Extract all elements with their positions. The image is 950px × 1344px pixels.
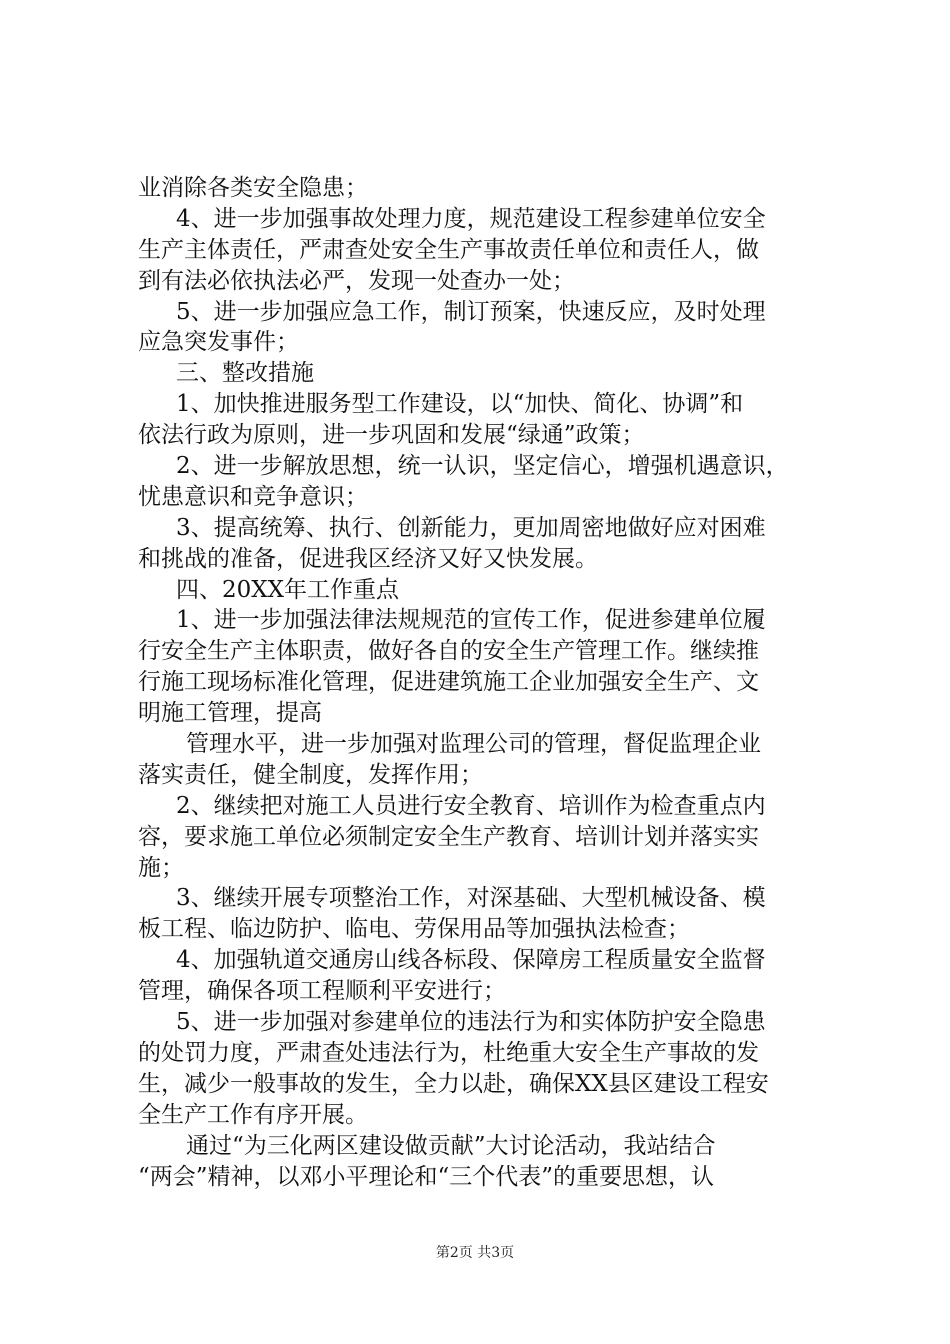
- text-line: 的处罚力度，严肃查处违法行为，杜绝重大安全生产事故的发: [138, 1039, 759, 1066]
- text-line: 1、加快推进服务型工作建设，以“加快、简化、协调”和: [176, 391, 744, 418]
- text-line: 4、进一步加强事故处理力度，规范建设工程参建单位安全: [176, 205, 766, 232]
- text-line: 明施工管理，提高: [138, 700, 322, 727]
- text-line: 3、提高统筹、执行、创新能力，更加周密地做好应对困难: [176, 514, 766, 541]
- page-footer: 第2页 共3页: [435, 1245, 515, 1261]
- text-line: 容，要求施工单位必须制定安全生产教育、培训计划并落实实: [138, 823, 759, 850]
- text-line: 2、进一步解放思想，统一认识，坚定信心，增强机遇意识，: [176, 453, 789, 480]
- text-line: “两会”精神，以邓小平理论和“三个代表”的重要思想，认: [138, 1163, 715, 1190]
- text-line: 3、继续开展专项整治工作，对深基础、大型机械设备、模: [176, 885, 766, 912]
- text-line: 忧患意识和竞争意识；: [138, 483, 368, 510]
- text-line: 板工程、临边防护、临电、劳保用品等加强执法检查；: [138, 916, 690, 943]
- text-line: 2、继续把对施工人员进行安全教育、培训作为检查重点内: [176, 792, 766, 819]
- text-line: 应急突发事件；: [138, 329, 299, 356]
- document-body: [138, 173, 838, 1192]
- text-line: 5、进一步加强应急工作，制订预案，快速反应，及时处理: [176, 298, 766, 325]
- text-line: 落实责任，健全制度，发挥作用；: [138, 761, 483, 788]
- text-line: 行安全生产主体职责，做好各自的安全生产管理工作。继续推: [138, 638, 759, 665]
- text-line: 四、20XX年工作重点: [176, 576, 400, 603]
- text-line: 1、进一步加强法律法规规范的宣传工作，促进参建单位履: [176, 607, 766, 634]
- text-line: 5、进一步加强对参建单位的违法行为和实体防护安全隐患: [176, 1009, 766, 1036]
- text-line: 三、整改措施: [176, 360, 314, 387]
- text-line: 施；: [138, 854, 184, 881]
- text-line: 生产主体责任，严肃查处安全生产事故责任单位和责任人，做: [138, 236, 759, 263]
- text-line: 和挑战的准备，促进我区经济又好又快发展。: [138, 545, 598, 572]
- text-line: 4、加强轨道交通房山线各标段、保障房工程质量安全监督: [176, 947, 766, 974]
- text-line: 管理水平，进一步加强对监理公司的管理，督促监理企业: [186, 731, 761, 758]
- text-line: 通过“为三化两区建设做贡献”大讨论活动，我站结合: [186, 1132, 716, 1159]
- text-line: 业消除各类安全隐患；: [138, 175, 368, 201]
- text-line: 全生产工作有序开展。: [138, 1101, 368, 1128]
- text-line: 管理，确保各项工程顺利平安进行；: [138, 978, 506, 1005]
- text-line: 依法行政为原则，进一步巩固和发展“绿通”政策；: [138, 422, 645, 449]
- text-line: 行施工现场标准化管理，促进建筑施工企业加强安全生产、文: [138, 669, 759, 696]
- text-line: 生，减少一般事故的发生，全力以赴，确保XX县区建设工程安: [138, 1070, 769, 1097]
- text-line: 到有法必依执法必严，发现一处查办一处；: [138, 267, 575, 294]
